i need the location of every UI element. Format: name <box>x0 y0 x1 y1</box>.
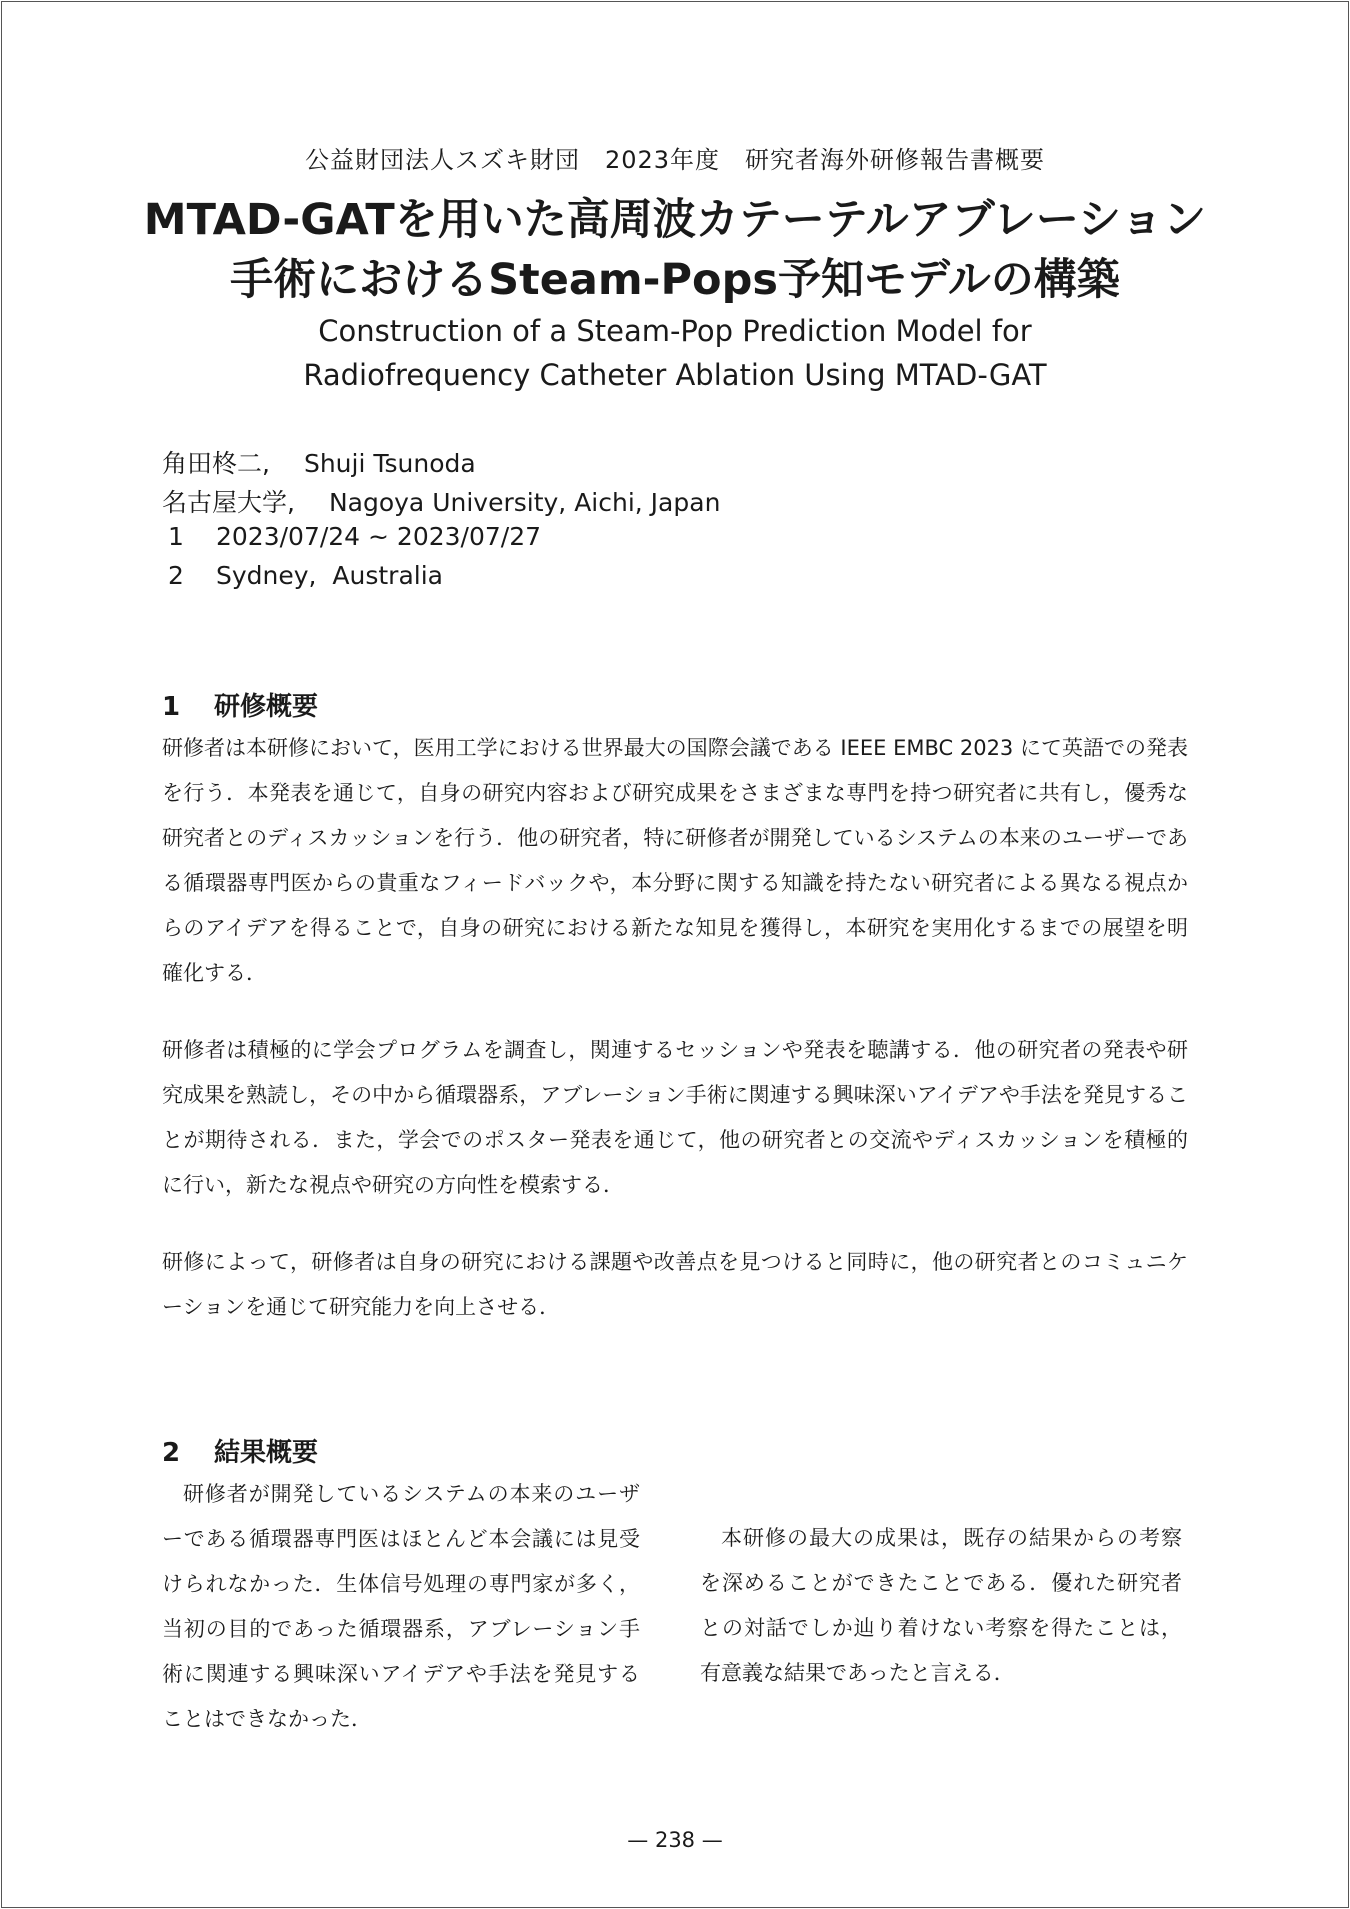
affiliation-line <box>162 483 720 519</box>
section-1-paragraph-2: 研修者は積極的に学会プログラムを調査し，関連するセッションや発表を聴講する．他の研究者の発表や研究成果を熟読し，その中から循環器系，アブレーション手術に関連する興味深いアイデアや手法を発見することが期待される．また，学会でのポスター発表を通じて，他の研究者との交流やディスカッションを積極的に行い，新たな視点や研究の方向性を模索する． <box>162 1038 1188 1197</box>
section-2-right-column: 本研修の最大の成果は，既存の結果からの考察を深めることができたことである．優れた研究者との対話でしか辿り着けない考察を得たことは，有意義な結果であったと言える． <box>700 1526 1182 1685</box>
place-name: Sydney, Australia <box>216 561 443 590</box>
date-number: 1 <box>168 522 184 551</box>
author-line <box>162 444 476 480</box>
title-japanese-line-1: MTAD-GATを用いた高周波カテーテルアブレーション <box>143 195 1207 245</box>
author-name-ja: 角田柊二, <box>162 449 270 478</box>
place-number: 2 <box>168 561 184 590</box>
section-1-paragraph-1: 研修者は本研修において，医用工学における世界最大の国際会議である IEEE EMBC 2023 にて英語での発表を行う．本発表を通じて，自身の研究内容および研究成果をさまざまな専門を持つ研究者に共有し，優秀な研究者とのディスカッションを行う．他の研究者，特に研修者が開発しているシステムの本来のユーザーである循環器専門医からの貴重なフィードバックや，本分野に関する知識を持たない研究者による異なる視点からのアイデアを得ることで，自身の研究における新たな知見を獲得し，本研究を実用化するまでの展望を明確化する． <box>162 736 1188 985</box>
affiliation-ja: 名古屋大学, <box>162 488 295 517</box>
organization-line: 公益財団法人スズキ財団 2023年度 研究者海外研修報告書概要 <box>304 146 1046 174</box>
title-english-line-1: Construction of a Steam-Pop Prediction Model for <box>318 314 1032 348</box>
place-line <box>162 561 443 590</box>
author-name-en: Shuji Tsunoda <box>303 449 476 478</box>
affiliation-en: Nagoya University, Aichi, Japan <box>328 488 721 517</box>
section-2-number: 2 <box>162 1438 181 1468</box>
section-1-title: 研修概要 <box>214 692 319 722</box>
date-range: 2023/07/24 ~ 2023/07/27 <box>216 522 542 551</box>
section-2-heading <box>162 1432 318 1469</box>
section-1-number: 1 <box>162 692 181 722</box>
title-japanese-line-2: 手術におけるSteam-Pops予知モデルの構築 <box>230 255 1120 305</box>
section-1-heading <box>162 686 318 723</box>
date-line <box>162 522 541 551</box>
title-english-line-2: Radiofrequency Catheter Ablation Using MTAD-GAT <box>303 358 1047 392</box>
section-2-left-column: 研修者が開発しているシステムの本来のユーザーである循環器専門医はほとんど本会議には見受けられなかった．生体信号処理の専門家が多く，当初の目的であった循環器系，アブレーション手術に関連する興味深いアイデアや手法を発見することはできなかった． <box>162 1482 640 1731</box>
page-number: — 238 — <box>627 1828 723 1852</box>
section-1-paragraph-3: 研修によって，研修者は自身の研究における課題や改善点を見つけると同時に，他の研究者とのコミュニケーションを通じて研究能力を向上させる． <box>162 1250 1188 1319</box>
section-2-title: 結果概要 <box>214 1438 319 1468</box>
